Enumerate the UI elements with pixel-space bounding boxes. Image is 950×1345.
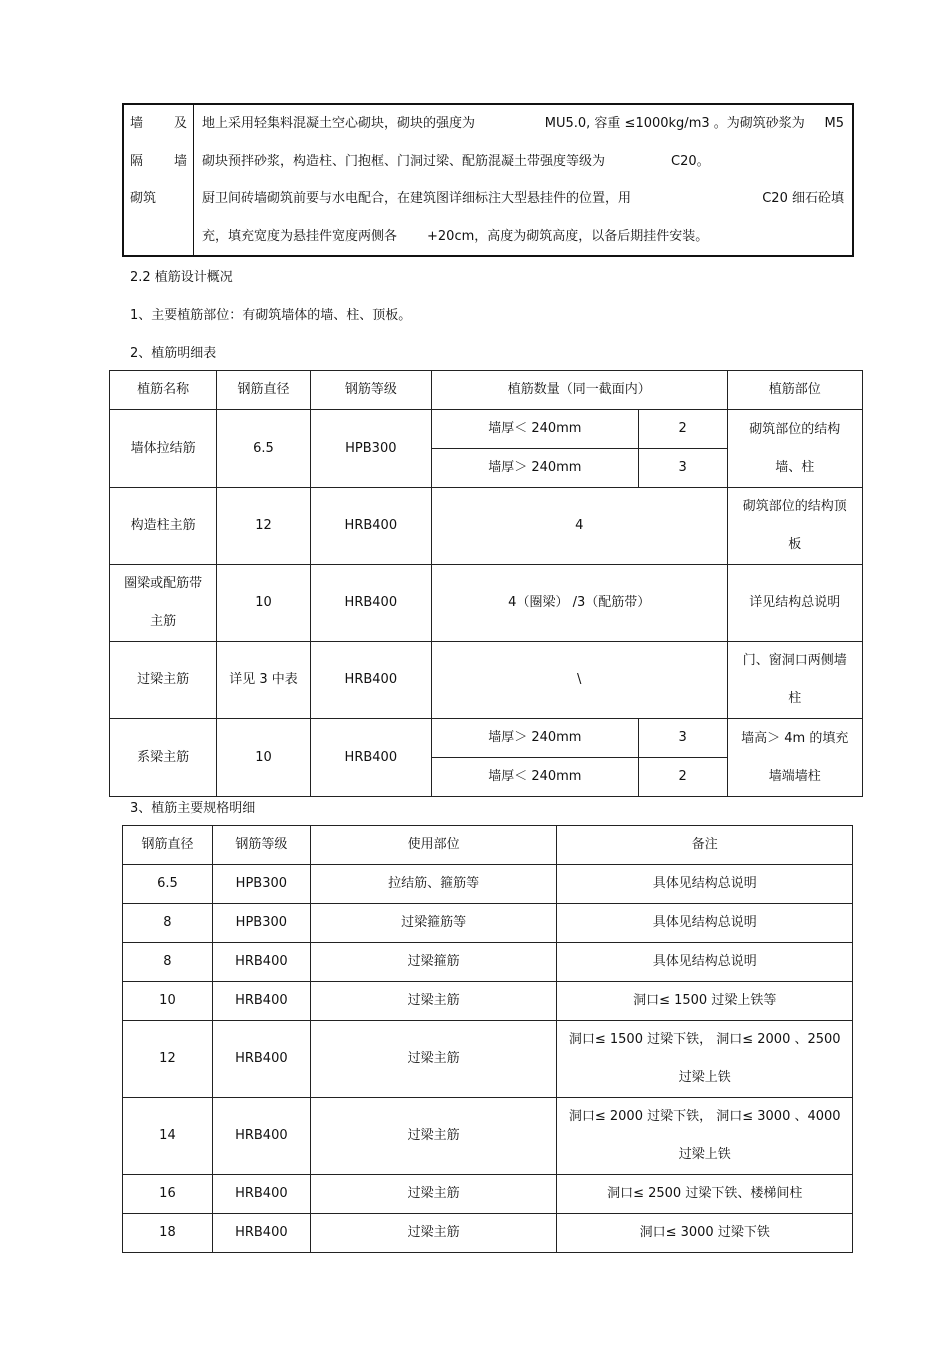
table-cell: 14 bbox=[123, 1098, 213, 1175]
table-cell: 构造柱主筋 bbox=[110, 488, 217, 565]
table-cell: 具体见结构总说明 bbox=[557, 943, 853, 982]
table-cell: 详见 3 中表 bbox=[217, 642, 311, 719]
header-cell: 钢筋直径 bbox=[123, 826, 213, 865]
table-cell: 墙高＞ 4m 的填充 墙端墙柱 bbox=[727, 719, 862, 797]
item-spec-table-title: 3、植筋主要规格明细 bbox=[130, 801, 256, 816]
table-row bbox=[123, 943, 853, 982]
header-cell: 植筋数量（同一截面内） bbox=[431, 371, 727, 410]
table-row bbox=[110, 642, 863, 719]
table-cell: 4（圈梁） /3（配筋带） bbox=[431, 565, 727, 642]
table-cell: 2 bbox=[638, 758, 727, 797]
table-cell: HRB400 bbox=[212, 943, 310, 982]
table-row bbox=[110, 565, 863, 642]
table-cell: 12 bbox=[217, 488, 311, 565]
table-header-row bbox=[123, 826, 853, 865]
table-cell: 18 bbox=[123, 1214, 213, 1253]
table-cell: 墙厚＜ 240mm bbox=[431, 758, 638, 797]
table-row bbox=[123, 1098, 853, 1175]
table-cell: HRB400 bbox=[310, 642, 431, 719]
table-cell: 详见结构总说明 bbox=[727, 565, 862, 642]
table-cell: 4 bbox=[431, 488, 727, 565]
header-cell: 钢筋等级 bbox=[310, 371, 431, 410]
table-cell: 墙厚＜ 240mm bbox=[431, 410, 638, 449]
table-row bbox=[123, 1214, 853, 1253]
table-cell: 3 bbox=[638, 719, 727, 758]
item-detail-table-title: 2、植筋明细表 bbox=[130, 346, 217, 361]
table-cell: HRB400 bbox=[310, 488, 431, 565]
table-row bbox=[123, 982, 853, 1021]
table-cell: 具体见结构总说明 bbox=[557, 865, 853, 904]
item-main-locations: 1、主要植筋部位：有砌筑墙体的墙、柱、顶板。 bbox=[130, 308, 412, 323]
table-cell: 系梁主筋 bbox=[110, 719, 217, 797]
header-cell: 钢筋等级 bbox=[212, 826, 310, 865]
header-cell: 备注 bbox=[557, 826, 853, 865]
table-cell: 洞口≤ 2500 过梁下铁、楼梯间柱 bbox=[557, 1175, 853, 1214]
table-cell: \ bbox=[431, 642, 727, 719]
table-cell: 墙体拉结筋 bbox=[110, 410, 217, 488]
table-cell: 过梁主筋 bbox=[110, 642, 217, 719]
table-cell: 6.5 bbox=[217, 410, 311, 488]
table-cell: 过梁主筋 bbox=[310, 982, 557, 1021]
table-row bbox=[123, 865, 853, 904]
header-cell: 植筋名称 bbox=[110, 371, 217, 410]
table-cell: 12 bbox=[123, 1021, 213, 1098]
table-cell: 洞口≤ 3000 过梁下铁 bbox=[557, 1214, 853, 1253]
table-cell: HPB300 bbox=[310, 410, 431, 488]
table-cell: HPB300 bbox=[212, 865, 310, 904]
table-cell: HRB400 bbox=[212, 1175, 310, 1214]
table-cell: 砌筑部位的结构顶 板 bbox=[727, 488, 862, 565]
table-cell: 8 bbox=[123, 943, 213, 982]
header-cell: 植筋部位 bbox=[727, 371, 862, 410]
rebar-spec-table bbox=[122, 825, 853, 1253]
table-cell: 10 bbox=[123, 982, 213, 1021]
rebar-detail-table bbox=[109, 370, 863, 797]
table-row bbox=[110, 719, 863, 758]
table-row bbox=[110, 488, 863, 565]
table-cell: 墙厚＞ 240mm bbox=[431, 719, 638, 758]
table-cell: 6.5 bbox=[123, 865, 213, 904]
table-row bbox=[123, 904, 853, 943]
header-cell: 使用部位 bbox=[310, 826, 557, 865]
table-cell: HRB400 bbox=[212, 982, 310, 1021]
table-cell: 过梁主筋 bbox=[310, 1214, 557, 1253]
table-cell: 3 bbox=[638, 449, 727, 488]
table-cell: HPB300 bbox=[212, 904, 310, 943]
table-cell: 圈梁或配筋带 主筋 bbox=[110, 565, 217, 642]
table-cell: 10 bbox=[217, 565, 311, 642]
table-cell: HRB400 bbox=[310, 565, 431, 642]
table-cell: 洞口≤ 1500 过梁下铁， 洞口≤ 2000 、2500 过梁上铁 bbox=[557, 1021, 853, 1098]
table-cell: 拉结筋、箍筋等 bbox=[310, 865, 557, 904]
table-header-row bbox=[110, 371, 863, 410]
wall-masonry-label: 墙 及 隔 墙 砌筑 bbox=[123, 104, 194, 256]
section-title: 2.2 植筋设计概况 bbox=[130, 270, 233, 285]
table-cell: 过梁主筋 bbox=[310, 1098, 557, 1175]
table-cell: 墙厚＞ 240mm bbox=[431, 449, 638, 488]
table-cell: HRB400 bbox=[212, 1021, 310, 1098]
table-row bbox=[123, 1175, 853, 1214]
table-cell: 门、窗洞口两侧墙 柱 bbox=[727, 642, 862, 719]
table-cell: 10 bbox=[217, 719, 311, 797]
table-cell: 过梁主筋 bbox=[310, 1175, 557, 1214]
table-row bbox=[123, 1021, 853, 1098]
table-cell: 具体见结构总说明 bbox=[557, 904, 853, 943]
table-cell: 砌筑部位的结构 墙、柱 bbox=[727, 410, 862, 488]
wall-masonry-table bbox=[122, 103, 854, 257]
table-cell: 过梁主筋 bbox=[310, 1021, 557, 1098]
table-cell: HRB400 bbox=[212, 1098, 310, 1175]
table-cell: 2 bbox=[638, 410, 727, 449]
table-cell: 洞口≤ 2000 过梁下铁， 洞口≤ 3000 、4000 过梁上铁 bbox=[557, 1098, 853, 1175]
table-cell: 8 bbox=[123, 904, 213, 943]
wall-masonry-description: 地上采用轻集料混凝土空心砌块，砌块的强度为 MU5.0, 容重 ≤1000kg/m3 。为砌筑砂浆为 M5 砌块预拌砂浆，构造柱、门抱框、门洞过梁、配筋混凝土带强度等级为 C20。 厨卫间砖墙砌筑前要与水电配合，在建筑图详细标注大型悬挂件的位置，用 C20 细石砼填 充，填充宽度为悬挂件宽度两侧各 +20cm，高度为砌筑高度，以备后期挂件安装。 bbox=[194, 104, 854, 256]
table-cell: HRB400 bbox=[310, 719, 431, 797]
table-cell: HRB400 bbox=[212, 1214, 310, 1253]
table-row bbox=[110, 410, 863, 449]
table-cell: 16 bbox=[123, 1175, 213, 1214]
table-cell: 过梁箍筋 bbox=[310, 943, 557, 982]
table-cell: 洞口≤ 1500 过梁上铁等 bbox=[557, 982, 853, 1021]
header-cell: 钢筋直径 bbox=[217, 371, 311, 410]
table-cell: 过梁箍筋等 bbox=[310, 904, 557, 943]
